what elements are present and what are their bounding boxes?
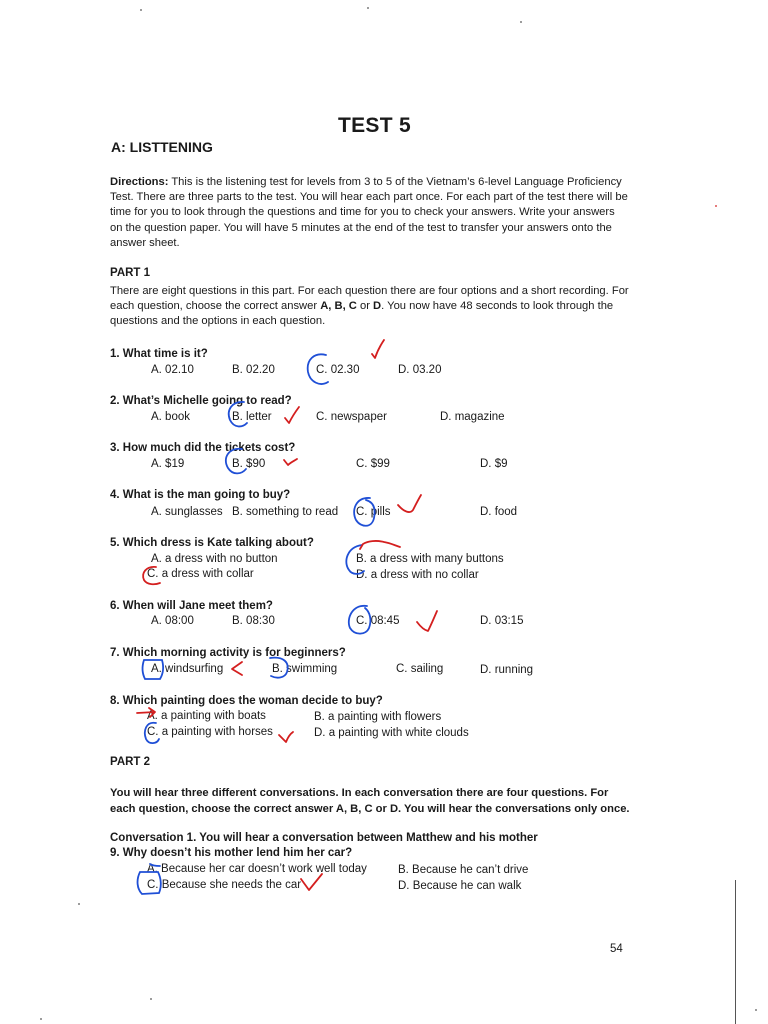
q9-option-b: B. Because he can’t drive <box>398 864 529 876</box>
directions-label: Directions: <box>110 176 169 188</box>
q1-option-a: A. 02.10 <box>151 364 194 376</box>
q6-check-mark <box>417 611 437 631</box>
question-5: 5. Which dress is Kate talking about? <box>110 537 314 549</box>
q9-option-d: D. Because he can walk <box>398 880 522 892</box>
question-4: 4. What is the man going to buy? <box>110 489 291 501</box>
part1-intro-d: D <box>373 300 382 313</box>
conversation-1-heading: Conversation 1. You will hear a conversation between Matthew and his mother <box>110 832 538 844</box>
directions-paragraph <box>110 175 630 251</box>
question-6: 6. When will Jane meet them? <box>110 600 273 612</box>
speck-8 <box>715 205 717 207</box>
q2-option-d: D. magazine <box>440 411 505 423</box>
q7-cross-mark <box>232 662 242 675</box>
speck-7 <box>755 1009 757 1011</box>
speck-3 <box>520 21 522 23</box>
q8-option-b: B. a painting with flowers <box>314 711 442 723</box>
page-number: 54 <box>610 943 623 955</box>
q9-option-a: A. Because her car doesn’t work well today <box>147 863 367 875</box>
part1-heading: PART 1 <box>110 267 151 279</box>
q9-option-c: C. Because she needs the car <box>147 879 302 891</box>
q8-c-check-mark <box>279 732 293 742</box>
q6-option-b: B. 08:30 <box>232 615 275 627</box>
q4-option-b: B. something to read <box>232 506 339 518</box>
question-8: 8. Which painting does the woman decide to buy? <box>110 695 383 707</box>
q7-option-a: A. windsurfing <box>151 663 224 675</box>
question-9: 9. Why doesn’t his mother lend him her car? <box>110 847 353 859</box>
q1-option-c: C. 02.30 <box>316 364 360 376</box>
q8-option-a: A. a painting with boats <box>147 710 266 722</box>
part1-intro-or: or <box>356 300 374 313</box>
part2-heading: PART 2 <box>110 756 151 768</box>
q5-check-mark <box>360 541 400 549</box>
question-3: 3. How much did the tickets cost? <box>110 442 296 454</box>
q7-option-b: B. swimming <box>272 663 338 675</box>
q2-option-a: A. book <box>151 411 190 423</box>
q4-check-mark <box>398 495 421 512</box>
speck-4 <box>78 903 80 905</box>
part1-intro-text-end: . You now have 48 seconds to look through the questions and the options in each question. <box>110 300 614 328</box>
part1-intro <box>110 284 630 330</box>
page-title: TEST 5 <box>338 114 411 137</box>
directions-text: This is the listening test for levels from 3 to 5 of the Vietnam’s 6-level Language Proficiency Test. There are three parts to the test. You will hear each part once. For each part of the test there will be time for you to look through the questions and time for you to check your answers. Write your answers on the question paper. You will have 5 minutes at the end of the test to transfer your answers onto the answer sheet. <box>110 176 628 249</box>
q7-option-c: C. sailing <box>396 663 444 675</box>
q2-option-b: B. letter <box>232 411 272 423</box>
q1-option-d: D. 03.20 <box>398 364 442 376</box>
speck-1 <box>140 9 142 11</box>
section-heading: A: LISTTENING <box>111 139 213 155</box>
part1-intro-letters: A, B, C <box>320 300 357 313</box>
q5-option-b: B. a dress with many buttons <box>356 553 504 565</box>
question-2: 2. What’s Michelle going to read? <box>110 395 292 407</box>
q4-option-c: C. pills <box>356 506 391 518</box>
q5-option-c: C. a dress with collar <box>147 568 254 580</box>
speck-2 <box>367 7 369 9</box>
q2-option-c: C. newspaper <box>316 411 387 423</box>
q6-option-d: D. 03:15 <box>480 615 524 627</box>
q3-option-b: B. $90 <box>232 458 266 470</box>
speck-5 <box>150 998 152 1000</box>
q5-option-a: A. a dress with no button <box>151 553 278 565</box>
question-7: 7. Which morning activity is for beginners? <box>110 647 346 659</box>
part1-intro-text: There are eight questions in this part. For each question there are four options and a short recording. For each question, choose the correct answer <box>110 285 629 313</box>
speck-6 <box>40 1018 42 1020</box>
q7-option-d: D. running <box>480 664 534 676</box>
q3-option-d: D. $9 <box>480 458 508 470</box>
q3-option-a: A. $19 <box>151 458 185 470</box>
q1-option-b: B. 02.20 <box>232 364 275 376</box>
q4-option-d: D. food <box>480 506 518 518</box>
q9-check-mark <box>301 874 322 890</box>
q6-option-a: A. 08:00 <box>151 615 194 627</box>
q1-check-mark <box>372 340 384 358</box>
q3-option-c: C. $99 <box>356 458 390 470</box>
q8-option-d: D. a painting with white clouds <box>314 727 469 739</box>
question-1: 1. What time is it? <box>110 348 208 360</box>
part2-intro: You will hear three different conversations. In each conversation there are four questions. For each question, choose the correct answer A, B, C or D. You will hear the conversations only once. <box>110 787 630 815</box>
q5-option-d: D. a dress with no collar <box>356 569 479 581</box>
q2-check-mark <box>285 407 299 423</box>
q3-check-mark <box>284 459 297 465</box>
q4-option-a: A. sunglasses <box>151 506 223 518</box>
q6-option-c: C. 08:45 <box>356 615 400 627</box>
scan-edge-line <box>735 880 736 1024</box>
q8-option-c: C. a painting with horses <box>147 726 273 738</box>
